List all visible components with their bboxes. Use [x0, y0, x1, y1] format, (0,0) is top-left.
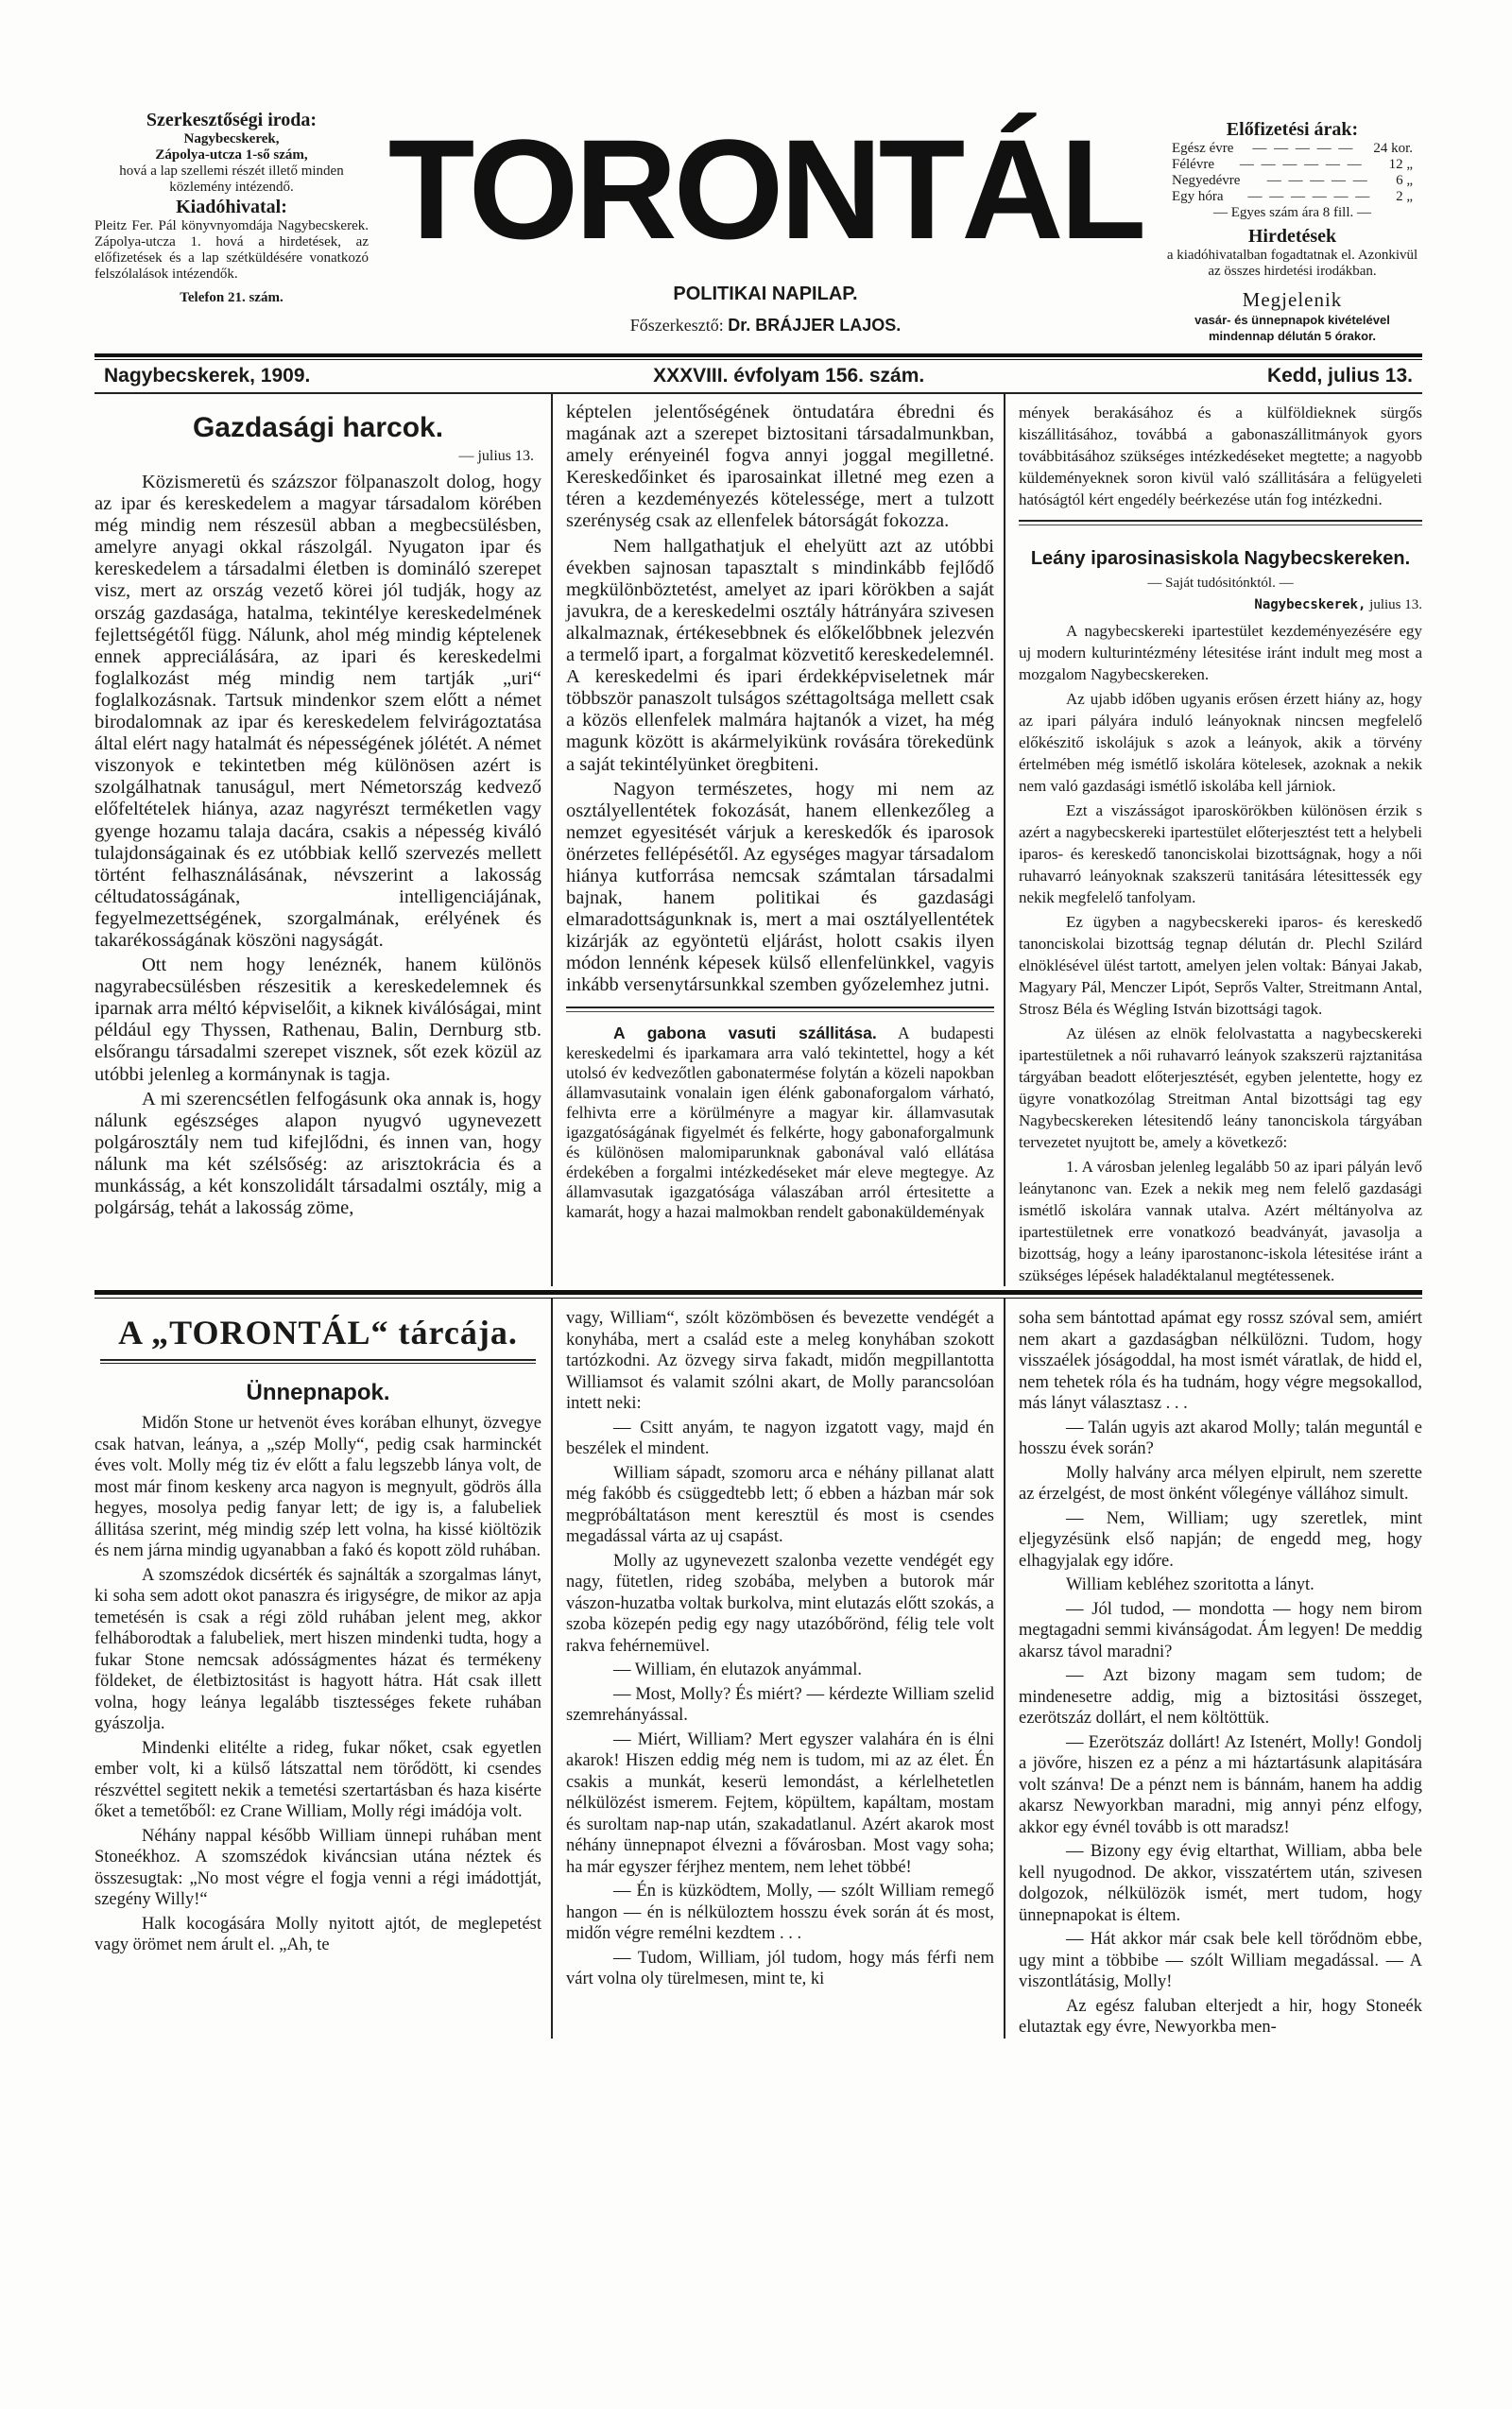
price-label: Egy hóra [1172, 189, 1224, 204]
column-2 [553, 394, 1005, 1286]
news-text: A budapesti kereskedelmi és iparkamara arra való tekintettel, hogy a két utolsó év kedvezőtlen gabonatermése folytán a közeli napokban államvasutaink vonalain igen élénk gabonaforgalom várható, felhivta erre a körülményre a magyar kir. államvasutak igazgatóságának figyelmét és felkérte, hogy gabonaforgalmunk és különösen malomiparunknak gabonával való ellátása érdekében a forgalmi intézkedéseket már eleve megtegye. Az államvasutak igazgatósága válaszában arról értesitette a kamarát, hogy a hazai malmokban rendelt gabonaküldeményak [566, 1023, 994, 1221]
newspaper-page [94, 0, 1422, 2076]
price-label: Egész évre [1172, 141, 1234, 156]
price-value: 12 „ [1388, 157, 1413, 172]
story-paragraph: — Ezerötszáz dollárt! Az Istenért, Molly! Gondolj a jövőre, hiszen ez a pénz a mi háztartásunk alapitására volt szánva! De a pénzt nem is bánnám, hanem ha addig akarsz Newyorkban maradni, mig annyi pénz elfogy, akkor egy évnél tovább is ott maradsz! [1019, 1732, 1422, 1837]
story-paragraph: Molly halvány arca mélyen elpirult, nem szerette az érzelgést, de most önként vőlegénye vállához simult. [1019, 1463, 1422, 1504]
news-item-grain [566, 1024, 994, 1222]
ads-text: a kiadóhivatalban fogadtatnak el. Azonkivül az összes hirdetési irodákban. [1166, 248, 1418, 279]
article-paragraph: A nagybecskereki ipartestület kezdeményezésére egy uj modern kulturintézmény létesitése iránt indult meg most a mozgalom Nagybecskereken. [1019, 622, 1422, 683]
newspaper-title-logo: TORONTÁL [387, 110, 1143, 268]
dateline-issue: XXXVIII. évfolyam 156. szám. [653, 365, 925, 387]
price-dashes: — — — — — — [1239, 157, 1364, 172]
story-paragraph: vagy, William“, szólt közömbösen és bevezette vendégét a konyhába, mert a család este a meleg konyhában szokott tartózkodni. Az özvegy sirva fakadt, midőn megpillantotta Williamsot és valamit szólni akart, de Molly parancsolóan intett neki: [566, 1309, 994, 1413]
price-list [1162, 141, 1422, 205]
article-paragraph: Ezt a viszásságot iparoskörökben különösen érzik s azért a nagybecskereki ipartestület előterjesztést tett a helybeli iparos- és kereskedő tanonciskolai bizottságnak, hogy a női ruhavarró leányoknak szakszerü tanitására létesittessék egy nekik megfelelő tanfolyam. [1019, 801, 1422, 906]
story-paragraph: — Miért, William? Mert egyszer valahára én is élni akarok! Hiszen eddig még nem is tudom, mi az az élet. Én csakis a munkát, keserü lemondást, a kérlelhetetlen nélkülözést ismerem. Fejtem, köpültem, kapáltam, mostam és suroltam nap-nap után, szakadatlanul. Azért akarok most néhány ünnepnapot élvezni a fővárosban. Most vagy soha; ha már egyszer férjhez mentem, nem lehet többé! [566, 1729, 994, 1877]
story-paragraph: — Hát akkor már csak bele kell törődnöm ebbe, ugy mint a többibe — szólt William megadással. — A viszontlátásig, Molly! [1019, 1930, 1422, 1991]
publisher-text: Pleitz Fer. Pál könyvnyomdája Nagybecskerek. Zápolya-utcza 1. hová a hirdetések, az előfizetések és a lap szétküldésére vonatkozó felszólalások intézendők. [94, 218, 369, 282]
story-paragraph: — Talán ugyis azt akarod Molly; talán meguntál e hosszu évek során? [1019, 1418, 1422, 1458]
editor-in-chief [387, 315, 1143, 336]
price-row [1162, 189, 1422, 205]
single-issue-price: — Egyes szám ára 8 fill. — [1212, 205, 1372, 220]
story-paragraph: soha sem bántottad apámat egy rossz szóval sem, amiért nem akart a gazdaságban nélkülözni. Tudom, hogy visszaélek jóságoddal, ha most ismét váratlak, de hidd el, nem tehetek róla és ha tudnám, hogy végre megsokallod, más lányt választasz . . . [1019, 1309, 1422, 1413]
story-title: Ünnepnapok. [246, 1380, 390, 1405]
masthead [94, 90, 1422, 344]
column-1 [94, 394, 553, 1286]
article-paragraph: Közismeretü és százszor fölpanaszolt dolog, hogy az ipar és kereskedelem a magyar társadalom körében még mindig nem részesül abban a megbecsülésben, amelyre anyagi okkal rászolgál. Nyugaton ipar és kereskedelem a társadalmi életben is domináló szerepet visz, mert az ország vezető körei jól tudják, hogy az ország gazdasága, hatalma, tekintélye kereskedelmének fejlettségétől függ. Nálunk, ahol még mindig képtelenek ennek appreciálására, az ipari és kereskedelmi foglalkozást még mindig nem tartják „uri“ foglalkozásnak. Tartsuk mindenkor szem előtt a német birodalomnak az ipar és kereskedelem felvirágoztatása által elért nagy hatalmát és népességének jólétét. A német viszonyok e tekintetben még különösen azért is szolgálhatnak tanuságul, mert Németország kedvező előfeltételek hiánya, azaz nagyrészt terméketlen vagy gyenge hozamu talaja dacára, csakis a népesség kiváló tulajdonságainak és ez utóbbiak kellő szervezés mellett történt felhasználásának, névszerint a lakosság céltudatosságának, intelligenciájának, fegyelmezettségének, szorgalmának, erélyének és takarékosságának köszöni nagyságát. [94, 472, 541, 951]
story-paragraph: — Én is küzködtem, Molly, — szólt William remegő hangon — én is nélküloztem hosszu évek során át és most, midőn végre remélni kezdtem . . . [566, 1882, 994, 1943]
feuilleton-heading-rule [100, 1359, 536, 1364]
subscription-prices-heading: Előfizetési árak: [1226, 119, 1359, 140]
masthead-right-info [1162, 90, 1422, 344]
article-paragraph: Nagyon természetes, hogy mi nem az osztályellentétek fokozását, hanem ellenkezőleg a nemzet egyesitését várjuk a kereskedők és iparosok önérzetes fellépésétől. Az egységes magyar társadalom hiánya kutforrása nemcsak számtalan társadalmi bajnak, hanem politikai és gazdasági elmaradottságunknak is, mert a mai osztályellentétek kizárják az egyöntetü eljárást, holott csakis ilyen módon lennénk képesek külső ellenfelünkkel, vagyis inkább versenytársunkkal szemben győzelemhez jutni. [566, 778, 994, 996]
price-dashes: — — — — — — [1247, 189, 1372, 204]
story-paragraph: William kebléhez szoritotta a lányt. [1066, 1575, 1314, 1594]
story-paragraph: — Most, Molly? És miért? — kérdezte William szelid szemrehányással. [566, 1684, 994, 1725]
appears-text: vasár- és ünnepnapok kivételével mindennap délután 5 órakor. [1194, 313, 1390, 343]
article-paragraph: képtelen jelentőségének öntudatára ébredni és magának azt a szerepet biztositani társadalmunkban, amely erényeinél fogva annyi joggal megilletné. Kereskedőinket és iparosainkat illetné meg ezen a téren a kezdeményezés kötelessége, mert a tulzott szerénység csak az ellenfelek bátorságát fokozza. [566, 402, 994, 532]
story-paragraph: Midőn Stone ur hetvenöt éves korában elhunyt, özvegye csak hatvan, leánya, a „szép Molly“, pedig csak harminckét éves volt. Molly még tiz év előtt a falu legszebb lánya volt, de most már finom keskeny arca nagyon is megnyult, gödrös álla hegyes, mosolya pedig fanyar lett; de igy is, a falubeliek állitása szerint, még mindig szép lett volna, ha kissé kiöltözik és nem járna mindig ugyanabban a fakó és kopott zöld ruhában. [94, 1414, 541, 1560]
story-paragraph: William sápadt, szomoru arca e néhány pillanat alatt még fakóbb és csüggedtebb lett; ő ebben a házban már sok megpróbáltatáson ment keresztül és most is csendes megadással várta az uj csapást. [566, 1463, 994, 1546]
feuilleton-column-2 [553, 1299, 1005, 2039]
story-paragraph: — Jól tudod, — mondotta — hogy nem birom megtagadni semmi kivánságodat. Ám legyen! De meddig akarsz távol maradni? [1019, 1599, 1422, 1661]
publisher-heading: Kiadóhivatal: [176, 197, 287, 217]
article-source: — Saját tudósitónktól. — [1147, 576, 1294, 591]
dateline-place-year: Nagybecskerek, 1909. [104, 365, 311, 387]
story-paragraph: Halk kocogására Molly nyitott ajtót, de meglepetést vagy örömet nem árult el. „Ah, te [94, 1914, 541, 1954]
price-value: 2 „ [1396, 189, 1413, 204]
upper-columns [94, 394, 1422, 1286]
story-paragraph: — Azt bizony magam sem tudom; de mindenesetre addig, mig a biztositási összeget, ezerötszáz dollárt, el nem költöttük. [1019, 1666, 1422, 1728]
masthead-center [387, 90, 1143, 336]
price-row [1162, 157, 1422, 173]
editor-label: Főszerkesztő: [629, 316, 724, 335]
story-paragraph: A szomszédok dicsérték és sajnálták a szorgalmas lányt, ki soha sem adott okot panaszra és irigységre, de mikor az apja temetésén is csak a régi zöld ruhában jelent meg, akkor felháborodtak a falubeliek, mert hiszen mindenki tudta, hogy a fukar Stone nemcsak adósságmentes házat és termékeny földeket, de életbiztositást is hagyott hátra. Hát csak illett volna, hogy leánya legalább tisztességes fekete ruhában gyászolja. [94, 1565, 541, 1733]
story-paragraph: — Nem, William; ugy szeretlek, mint eljegyzésünk első napján; de engedd meg, hogy elhagyjalak egy időre. [1019, 1508, 1422, 1571]
price-dashes: — — — — — [1252, 141, 1355, 156]
editorial-city: Nagybecskerek, [183, 131, 280, 146]
story-paragraph: — Bizony egy évig eltarthat, William, abba bele kell nyugodnod. De akkor, visszatértem után, szivesen dolgozok, nélkülözök ismét, mert tudom, hogy ünnepnapokat is éltem. [1019, 1842, 1422, 1925]
article-paragraph: Az ülésen az elnök felolvastatta a nagybecskereki ipartestületnek a női ruhavarró leányok szakszerü rajztanitása tárgyában beadott előterjesztését, egyben jelentette, hogy ez ügyre vonatkozólag Streitman Antal bizottsági tag egy Nagybecskereken létesitendő leány tanonciskola tárgyában tervezetet nyujtott be, amely a következő: [1019, 1024, 1422, 1151]
article-paragraph: Ez ügyben a nagybecskereki iparos- és kereskedő tanonciskolai bizottság tegnap délután dr. Plechl Szilárd elnöklésével ülést tartott, amelyen jelen voltak: Bányai Jakab, Magyary Pál, Menczer Lipót, Seprős Valter, Streitmann Antal, Strosz Béla és Wégling István bizottsági tagok. [1019, 913, 1422, 1018]
section-divider [1019, 520, 1422, 525]
feuilleton-column-3 [1005, 1299, 1422, 2039]
section-divider [566, 1007, 994, 1012]
news-text-continued: mények berakásához és a külföldieknek sürgős kiszállitásához, továbbá a gabonaszállitmányok gyors továbbitásához szükséges intézkedéseket megtette; a nagyobb küldeményeknek soron kivül való szállitására a felügyeleti hatóságtól kért engedély beérkezése után fog intézkedni. [1019, 404, 1422, 508]
story-paragraph: Néhány nappal később William ünnepi ruhában ment Stoneékhoz. A szomszédok kiváncsian utána néztek és összesugtak: „No most végre el fogja venni a régi imádottját, szegény Willy!“ [94, 1826, 541, 1909]
news-lead: A gabona vasuti szállitása. [613, 1023, 877, 1042]
story-paragraph: Az egész faluban elterjedt a hir, hogy Stoneék elutaztak egy évre, Newyorkba men- [1019, 1996, 1422, 2037]
story-paragraph: Mindenki elitélte a rideg, fukar nőket, csak egyetlen ember volt, ki a külső látszattal nem törődött, ki csendes részvéttel segitett nekik a temetési szertartásban és haza kisérte őket a temetőből: ez Crane William, Molly régi imádója volt. [94, 1738, 541, 1821]
story-paragraph: — Csitt anyám, te nagyon izgatott vagy, majd én beszélek el mindent. [566, 1418, 994, 1458]
dateline-date: Kedd, julius 13. [1266, 365, 1413, 387]
dateline-place: Nagybecskerek, [1254, 597, 1366, 612]
article-title: Leány iparosinasiskola Nagybecskereken. [1030, 548, 1411, 569]
ads-heading: Hirdetések [1247, 226, 1337, 247]
article-title: Gazdasági harcok. [192, 412, 444, 443]
masthead-left-info [94, 90, 369, 306]
dateline [94, 360, 1422, 392]
article-dateline [1019, 596, 1422, 614]
article-paragraph: Ott nem hogy lenéznék, hanem különös nagyrabecsülésben részesitik a kereskedelemnek és iparnak arra méltó képviselőit, a kiknek kiválóságai, mint például egy Thyssen, Rathenau, Balin, Dernburg stb. elsőrangu társadalmi szerepet visznek, sőt ezek közül az utóbbi jelenleg a kormánynak is tagja. [94, 955, 541, 1085]
article-paragraph: Az ujabb időben ugyanis erősen érzett hiány az, hogy az ipari pályára induló leányoknak nincsen megfelelő előkészitő iskolájuk s azok a leányok, akik a törvény értelmében még ismétlő iskolára kötelesek, azoknak a nekik nem való gazdasági ismétlő iskolába kell járniok. [1019, 690, 1422, 795]
feuilleton-divider [94, 1290, 1422, 1299]
price-value: 24 kor. [1373, 141, 1413, 156]
editorial-office-heading: Szerkesztőségi iroda: [146, 110, 318, 130]
article-paragraph: 1. A városban jelenleg legalább 50 az ipari pályán levő leánytanonc van. Ezek a nekik meg nem felelő gazdasági ismétlő iskolára vannak utalva. Azért méltányolva az ipartestületnek erre vonatkozó beadványát, javasolja a bizottság, hogy a leány iparostanonc-iskola létesitése iránt a szükséges lépések haladéktalanul megtétessenek. [1019, 1158, 1422, 1284]
dateline-date: julius 13. [1369, 597, 1422, 612]
editorial-note: hová a lap szellemi részét illető minden közlemény intézendő. [119, 163, 344, 195]
telephone: Telefon 21. szám. [180, 290, 284, 305]
column-3 [1005, 394, 1422, 1286]
article-paragraph: Nem hallgathatjuk el ehelyütt azt az utóbbi években sajnosan tapasztalt s mindinkább fejlődő megkülönböztetést, amelyet az ipari körökben a saját javukra, de a kereskedelmi osztály hátrányára szivesen alkalmaznak, értékesebbnek és előkelőbbnek jelezvén a termelő ipart, a forgalmat közvetitő kereskedelemnél. A kereskedelmi és ipari érdekképviseletnek már többször panaszolt tulságos széttagoltsága mellett csak a közös ellenfelek malmára hajtanók a vizet, ha még magunk között is akármelyikünk rovására törekedünk a saját tekintélyünket öregbiteni. [566, 535, 994, 775]
article-paragraph: A mi szerencsétlen felfogásunk oka annak is, hogy nálunk egészséges alapon nyugvó ugynevezett polgárosztály nem tud kifejlődni, és innen van, hogy nálunk ma két szélsőség: az arisztokrácia és a munkásság, a két konszolidált társadalmi osztály, mig a polgárság, tehát a lakosság zöme, [94, 1088, 541, 1219]
story-paragraph: Molly az ugynevezett szalonba vezette vendégét egy nagy, fütetlen, rideg szobába, melyben a butorok már vászon-huzatba voltak burkolva, mint elutazás előtt szokás, a szoba közepén pedig egy nagy utazóbőrönd, félig tele volt rakva fehérnemüvel. [566, 1551, 994, 1656]
price-dashes: — — — — — [1266, 173, 1369, 188]
masthead-rule [94, 353, 1422, 360]
article-date: — julius 13. [458, 448, 534, 464]
price-value: 6 „ [1396, 173, 1413, 188]
story-paragraph: — Tudom, William, jól tudom, hogy más férfi nem várt volna oly türelmesen, mint te, ki [566, 1948, 994, 1988]
price-row [1162, 173, 1422, 189]
appears-heading: Megjelenik [1242, 288, 1343, 311]
editorial-address: Zápolya-utcza 1-ső szám, [155, 147, 308, 163]
feuilleton-heading: A „TORONTÁL“ tárcája. [118, 1314, 518, 1351]
newspaper-subtitle: POLITIKAI NAPILAP. [673, 284, 858, 304]
story-paragraph: — William, én elutazok anyámmal. [613, 1660, 862, 1679]
feuilleton-column-1 [94, 1299, 553, 2039]
editor-name: Dr. BRÁJJER LAJOS. [728, 316, 902, 335]
price-row [1162, 141, 1422, 157]
feuilleton-columns [94, 1299, 1422, 2039]
price-label: Negyedévre [1172, 173, 1241, 188]
price-label: Félévre [1172, 157, 1214, 172]
